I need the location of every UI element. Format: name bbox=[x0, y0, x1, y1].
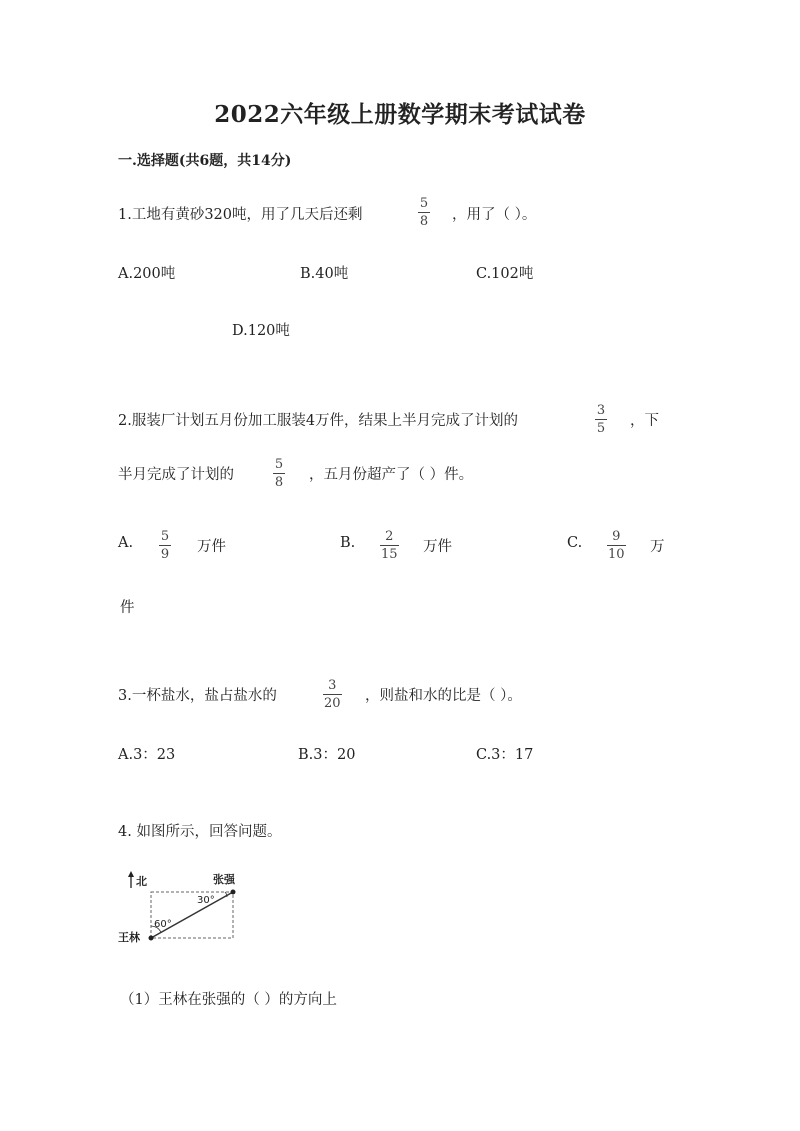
q1-text-before: 1.工地有黄砂320吨，用了几天后还剩 bbox=[118, 207, 363, 223]
fraction-numerator: 9 bbox=[612, 529, 621, 544]
option-label: A. bbox=[118, 535, 134, 551]
fraction-bar bbox=[418, 212, 430, 213]
connecting-line bbox=[151, 892, 233, 938]
page-title: 2022六年级上册数学期末考试试卷 bbox=[214, 101, 586, 128]
q3-option-a[interactable]: A.3：23 bbox=[118, 747, 176, 763]
fraction-numerator: 5 bbox=[419, 196, 429, 211]
q3-fraction bbox=[323, 678, 342, 711]
option-fraction bbox=[607, 529, 626, 562]
q3-text-before: 3.一杯盐水，盐占盐水的 bbox=[118, 688, 277, 704]
fraction-bar bbox=[607, 545, 626, 546]
q2-line1-after: ，下 bbox=[630, 413, 659, 429]
fraction-denominator: 8 bbox=[419, 214, 429, 229]
fraction-denominator: 9 bbox=[160, 547, 170, 562]
q2-line2-before: 半月完成了计划的 bbox=[118, 467, 234, 483]
option-label: B. bbox=[340, 535, 356, 551]
q1-option-c[interactable]: C.102吨 bbox=[476, 266, 534, 282]
fraction-bar bbox=[595, 419, 607, 420]
fraction-numerator: 5 bbox=[160, 529, 170, 544]
fraction-bar bbox=[273, 473, 285, 474]
section-heading: 一.选择题(共6题，共14分) bbox=[118, 153, 292, 169]
q3-text-after: ，则盐和水的比是（ ）。 bbox=[365, 688, 522, 704]
q1-fraction bbox=[418, 196, 430, 229]
angle-30-label: 30° bbox=[197, 895, 215, 906]
option-fraction bbox=[159, 529, 171, 562]
q2-fraction-1 bbox=[595, 403, 607, 436]
option-unit: 万 bbox=[650, 539, 665, 555]
option-label: C. bbox=[567, 535, 583, 551]
wang-lin-point bbox=[149, 936, 154, 941]
q4-text: 4. 如图所示，回答问题。 bbox=[118, 824, 282, 840]
q2-line2-after: ，五月份超产了（ ）件。 bbox=[309, 467, 474, 483]
fraction-bar bbox=[159, 545, 171, 546]
fraction-denominator: 8 bbox=[274, 475, 284, 490]
option-unit: 万件 bbox=[197, 539, 226, 555]
q2-fraction-2 bbox=[273, 457, 285, 490]
fraction-denominator: 5 bbox=[596, 421, 606, 436]
q4-sub1: （1）王林在张强的（ ）的方向上 bbox=[120, 992, 337, 1008]
q3-option-b[interactable]: B.3：20 bbox=[298, 747, 356, 763]
north-arrow-head bbox=[128, 871, 134, 877]
zhang-qiang-label: 张强 bbox=[213, 873, 235, 886]
option-fraction bbox=[380, 529, 399, 562]
zhang-qiang-point bbox=[231, 890, 236, 895]
q1-option-a[interactable]: A.200吨 bbox=[118, 266, 176, 282]
wang-lin-label: 王林 bbox=[118, 931, 140, 944]
q1-text-after: ，用了（ ）。 bbox=[452, 207, 537, 223]
direction-diagram bbox=[115, 866, 245, 946]
fraction-bar bbox=[323, 694, 342, 695]
north-label: 北 bbox=[136, 875, 147, 888]
fraction-numerator: 5 bbox=[274, 457, 284, 472]
fraction-bar bbox=[380, 545, 399, 546]
fraction-denominator: 10 bbox=[608, 547, 625, 562]
fraction-numerator: 3 bbox=[596, 403, 606, 418]
q2-line1-before: 2.服装厂计划五月份加工服装4万件，结果上半月完成了计划的 bbox=[118, 413, 519, 429]
q1-option-b[interactable]: B.40吨 bbox=[300, 266, 349, 282]
q3-option-c[interactable]: C.3：17 bbox=[476, 747, 534, 763]
option-unit-wrap: 件 bbox=[120, 600, 135, 616]
fraction-numerator: 3 bbox=[328, 678, 337, 693]
fraction-denominator: 20 bbox=[324, 696, 341, 711]
fraction-numerator: 2 bbox=[385, 529, 394, 544]
angle-60-label: 60° bbox=[154, 919, 172, 930]
fraction-denominator: 15 bbox=[381, 547, 398, 562]
option-unit: 万件 bbox=[423, 539, 452, 555]
q1-option-d[interactable]: D.120吨 bbox=[232, 323, 290, 339]
